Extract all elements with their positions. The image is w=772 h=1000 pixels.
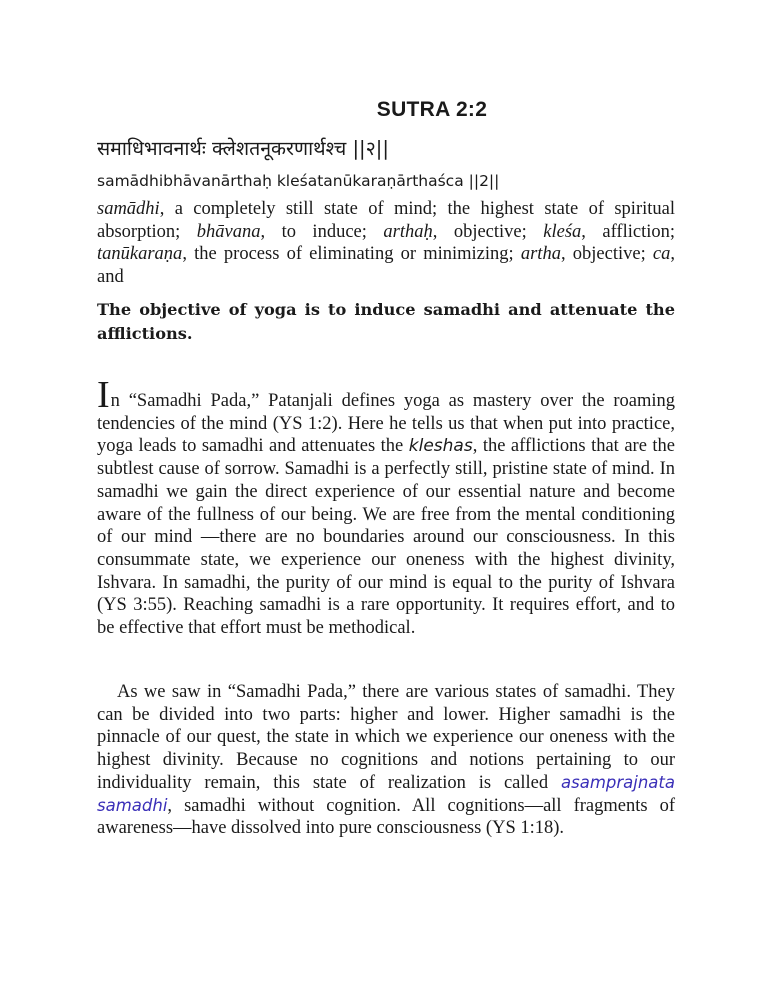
gloss-term: tanūkaraṇa <box>97 244 183 265</box>
sutra-summary: The objective of yoga is to induce samadhi and attenuate the afflictions. <box>97 300 675 343</box>
paragraph-text: n “Samadhi Pada,” Patanjali defines yoga as mastery over the roaming tendencies of the mind (YS 1:2). Here he tells us that when put into practice, yoga leads to samadhi and attenuates the <box>97 391 675 457</box>
gloss-term: kleśa <box>543 221 582 242</box>
sutra-heading <box>97 98 675 122</box>
paragraph-text: As we saw in “Samadhi Pada,” there are various states of samadhi. They can be divided into two parts: higher and lower. Higher samadhi is the pinnacle of our quest, the state in which we experience our oneness with the highest divinity. Because no cognitions and notions pertaining to our individuality remain, this state of realization is called <box>97 682 675 793</box>
paragraph-text: , the afflictions that are the subtlest cause of sorrow. Samadhi is a perfectly still, pristine state of mind. In samadhi we gain the direct experience of our essential nature and become aware of the fullness of our being. We are free from the mental conditioning of our mind —there are no boundaries around our consciousness. In this consummate state, we experience our oneness with the highest divinity, Ishvara. In samadhi, the purity of our mind is equal to the purity of Ishvara (YS 3:55). Reaching samadhi is a rare opportunity. It requires effort, and to be effective that effort must be methodical. <box>97 436 675 639</box>
gloss-term: bhāvana <box>196 221 261 242</box>
gloss-definition: , to induce; <box>260 221 384 242</box>
asamprajnata-samadhi-link[interactable]: asamprajnata samadhi <box>97 772 675 815</box>
gloss-definition: , objective; <box>432 221 544 242</box>
word-gloss <box>97 198 675 288</box>
gloss-definition: , a completely still state of mind; the highest state of spiritual absorption; <box>97 199 675 242</box>
drop-cap: I <box>97 374 110 416</box>
paragraph-text: , samadhi without cognition. All cognitions—all fragments of awareness—have dissolved into pure consciousness (YS 1:18). <box>97 795 675 839</box>
gloss-definition: , affliction; <box>581 221 675 242</box>
gloss-definition: , the process of eliminating or minimizing; <box>182 244 521 265</box>
commentary-paragraph-1 <box>97 374 675 640</box>
gloss-term: samādhi <box>97 199 160 219</box>
gloss-definition: , and <box>97 244 675 287</box>
sutra-heading-text: SUTRA 2:2 <box>376 98 488 121</box>
sutra-transliteration: samādhibhāvanārthaḥ kleśatanūkaraṇārthaśca ||2|| <box>97 172 500 190</box>
gloss-term: arthaḥ <box>383 221 433 242</box>
kleshas-term: kleshas <box>408 436 473 457</box>
sutra-devanagari: समाधिभावनार्थः क्लेशतनूकरणार्थश्च ||२|| <box>97 137 389 160</box>
gloss-term: artha <box>520 244 561 265</box>
commentary-paragraph-2 <box>97 681 675 840</box>
gloss-definition: , objective; <box>560 244 653 265</box>
gloss-term: ca <box>652 244 671 265</box>
